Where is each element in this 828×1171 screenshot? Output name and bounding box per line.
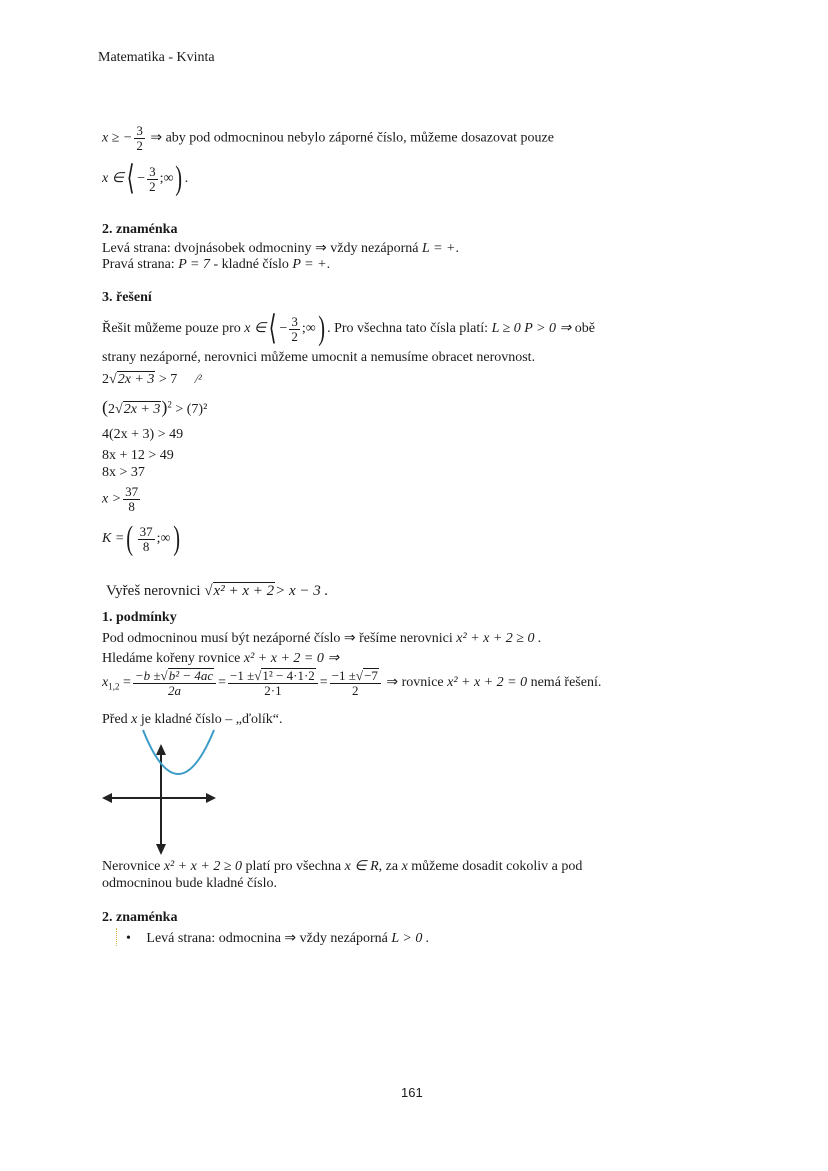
numerator: 37	[139, 523, 153, 539]
left-angle-icon: ⟨	[126, 160, 135, 197]
fraction	[138, 525, 155, 553]
step-1: 2√2x + 3 > 7 /²	[102, 372, 202, 387]
fraction	[147, 165, 158, 193]
numerator: 37	[125, 484, 139, 499]
domain-line: x ∈⟨ − $\frac{3}{2}$ ;∞) .	[102, 160, 189, 197]
math: −1 ±	[331, 668, 356, 683]
fraction	[228, 668, 318, 697]
step-5: 8x > 37	[102, 465, 145, 480]
denominator: 2	[352, 682, 359, 698]
text: Před	[102, 712, 128, 727]
math: x² + x + 2 = 0 ⇒	[243, 651, 340, 666]
y-axis-up-arrow-icon	[156, 744, 166, 755]
section-heading: 1. podmínky	[102, 610, 177, 625]
text: ⇒ aby pod odmocninou nebylo záporné číslo, můžeme dosazovat pouze	[150, 130, 554, 146]
denominator: 2	[149, 178, 156, 194]
math: P = +	[292, 257, 327, 272]
step-3: 4(2x + 3) > 49	[102, 427, 184, 442]
denominator: 8	[142, 538, 150, 554]
roots-line	[102, 650, 339, 667]
text: můžeme dosadit cokoliv a pod	[411, 859, 583, 874]
text: je kladné číslo – „ďolík“.	[140, 712, 283, 727]
math: /²	[194, 372, 202, 386]
math: x ≥ −	[102, 130, 133, 146]
parabola-note	[102, 712, 283, 728]
left-paren-icon: (	[126, 520, 134, 557]
text: Hledáme kořeny rovnice	[102, 651, 241, 666]
fraction	[289, 315, 300, 343]
fraction	[134, 124, 145, 152]
math: x ∈	[102, 171, 124, 187]
right-paren-icon: )	[175, 160, 183, 197]
math: −1 ±	[230, 668, 255, 683]
section-heading: 3. řešení	[102, 290, 152, 305]
edit-marker	[116, 928, 117, 946]
right-paren-icon: )	[172, 520, 180, 557]
radicand: 1² − 4·1·2	[262, 668, 315, 683]
solution-line-1: Řešit můžeme pouze pro x ∈⟨ − $\frac{3}{2}$ ;∞) . Pro všechna tato čísla platí: L ≥ 0 P > 0 ⇒ obě	[102, 310, 595, 347]
numerator: 3	[291, 313, 298, 329]
conclusion-line-2: odmocninou bude kladné číslo.	[102, 876, 277, 891]
text: obě	[574, 321, 595, 337]
radicand: b² − 4ac	[168, 668, 214, 683]
conclusion-line-1	[102, 858, 582, 875]
text: platí pro všechna	[245, 859, 342, 874]
math: K =	[102, 531, 125, 547]
math: x	[102, 674, 109, 690]
left-side-line: Levá strana: dvojnásobek odmocniny ⇒ vždy nezáporná L = +.	[102, 241, 459, 256]
solution-line-2: strany nezáporné, nerovnici můžeme umocnit a nemusíme obracet nerovnost.	[102, 350, 536, 365]
math: =	[122, 674, 131, 690]
step-4: 8x + 12 > 49	[102, 448, 174, 463]
denominator: 8	[128, 498, 135, 514]
left-angle-icon: ⟨	[268, 310, 277, 347]
math: > x − 3 .	[275, 583, 329, 599]
bullet-item	[126, 930, 429, 947]
condition-line	[102, 124, 554, 152]
page-header: Matematika - Kvinta	[98, 50, 215, 65]
math: L = +	[422, 241, 456, 256]
text: ⇒ rovnice	[386, 674, 444, 690]
text: Pod odmocninou musí být nezáporné číslo ⇒ řešíme nerovnici	[102, 631, 453, 646]
math: x	[401, 859, 408, 874]
parabola-graph	[100, 728, 220, 856]
parabola-curve	[143, 730, 214, 774]
step-2: $(2√2x + 3)^2 > (7)^2$	[102, 397, 208, 417]
math: x² + x + 2 ≥ 0 .	[456, 631, 542, 646]
math: x ∈ R	[344, 859, 379, 874]
task-line: Vyřeš nerovnici √x² + x + 2> x − 3 .	[106, 583, 329, 599]
x-axis-left-arrow-icon	[102, 793, 112, 803]
radicand: x² + x + 2	[213, 583, 275, 599]
numerator: −1 ±√−7	[330, 668, 381, 684]
quadratic-formula	[102, 668, 601, 697]
math: x² + x + 2 = 0	[447, 674, 528, 690]
numerator: 3	[149, 163, 156, 179]
fraction	[330, 668, 381, 697]
denominator: 2·1	[264, 682, 282, 698]
numerator: −1 ±√1² − 4·1·2	[228, 668, 318, 684]
text: - kladné číslo	[213, 257, 289, 272]
subscript: 1,2	[108, 681, 120, 692]
text: , za	[378, 859, 399, 874]
fraction	[123, 485, 140, 513]
denominator: 2a	[168, 682, 181, 698]
numerator: −b ±√b² − 4ac	[133, 668, 216, 684]
section-heading: 2. znaménka	[102, 910, 178, 925]
page-number: 161	[401, 1085, 423, 1100]
radicand: −7	[364, 668, 378, 683]
text: Levá strana: odmocnina ⇒ vždy nezáporná	[146, 931, 388, 946]
math: L > 0 .	[391, 931, 430, 946]
math: ;∞	[301, 321, 316, 337]
math: ;∞	[159, 171, 174, 187]
text: .	[184, 171, 189, 187]
text: Levá strana: dvojnásobek odmocniny ⇒ vždy nezáporná	[102, 241, 419, 256]
math: −b ±	[134, 668, 161, 683]
math: > 7	[155, 372, 178, 387]
text: Vyřeš nerovnici	[106, 583, 201, 599]
radicand: 2x + 3	[117, 372, 155, 387]
text: Pravá strana:	[102, 257, 175, 272]
text: Řešit můžeme pouze pro	[102, 321, 241, 337]
y-axis-down-arrow-icon	[156, 844, 166, 855]
math: =	[218, 674, 227, 690]
math: x ∈	[244, 321, 267, 337]
radicand: 2x + 3	[123, 402, 161, 417]
math: x² + x + 2 ≥ 0	[163, 859, 243, 874]
denominator: 2	[291, 328, 298, 344]
text: . Pro všechna tato čísla platí:	[327, 321, 489, 337]
step-6	[102, 485, 142, 513]
numerator: 3	[136, 123, 143, 138]
denominator: 2	[136, 137, 143, 153]
math: x >	[102, 491, 122, 507]
math: 2	[102, 372, 109, 387]
math: x	[131, 712, 138, 727]
fraction	[133, 668, 216, 697]
math: L ≥ 0 P > 0 ⇒	[491, 321, 572, 337]
condition-line	[102, 630, 541, 647]
bullet-icon: •	[126, 931, 131, 946]
right-paren-icon: )	[318, 310, 325, 347]
math: ;∞	[156, 531, 171, 547]
math: =	[319, 674, 328, 690]
text: nemá řešení.	[530, 674, 602, 690]
text: Nerovnice	[102, 859, 161, 874]
right-side-line: Pravá strana: P = 7 - kladné číslo P = +.	[102, 257, 331, 272]
result-k	[102, 522, 182, 556]
math: P = 7	[178, 257, 210, 272]
section-heading: 2. znaménka	[102, 222, 178, 237]
x-axis-right-arrow-icon	[206, 793, 216, 803]
math: > (7)²	[175, 402, 208, 417]
